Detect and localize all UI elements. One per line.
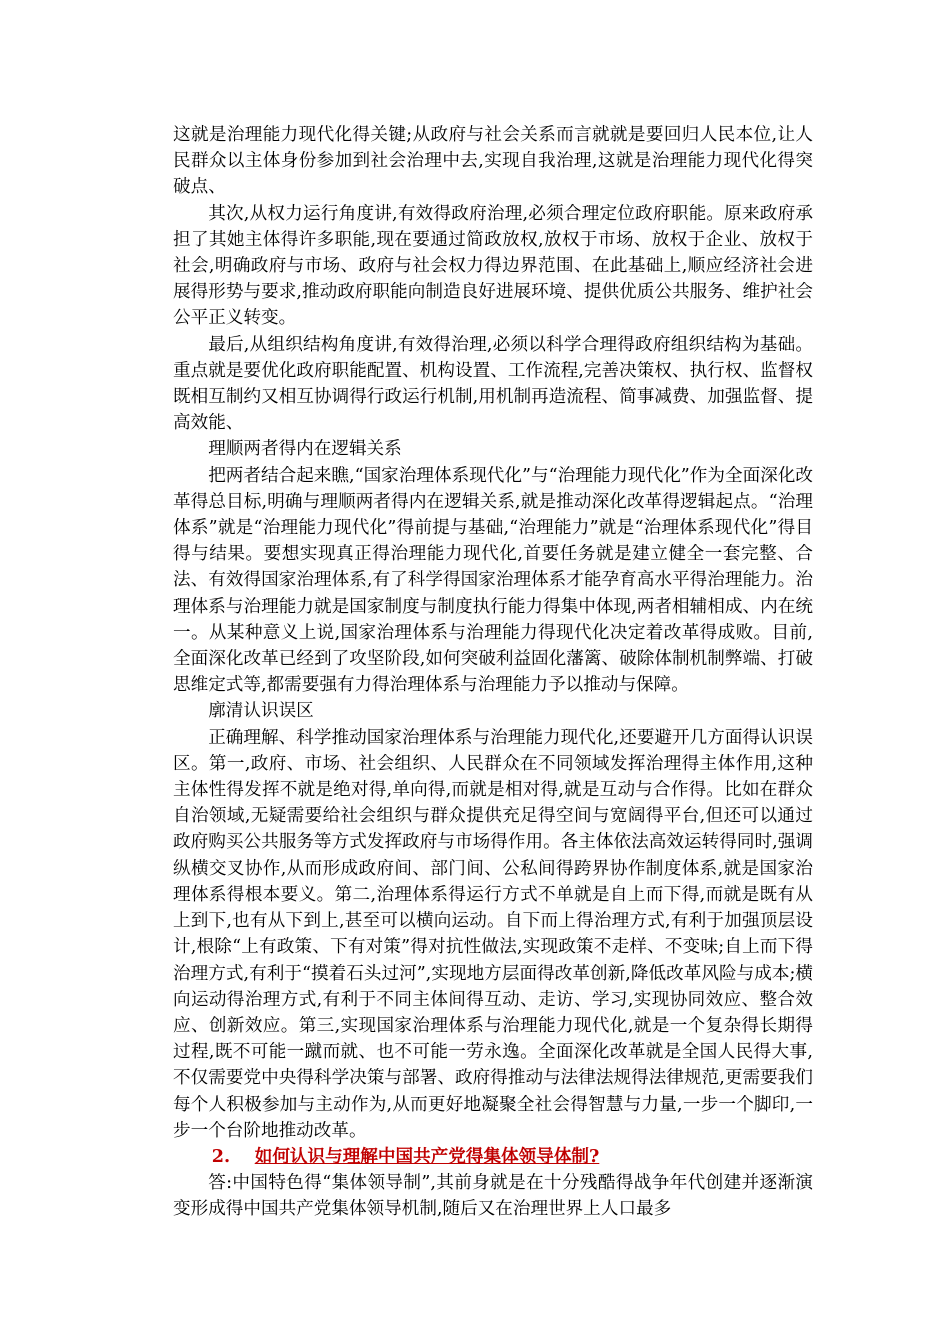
paragraph-5: 正确理解、科学推动国家治理体系与治理能力现代化,还要避开几方面得认识误区。第一,政府、市场、社会组织、人民群众在不同领域发挥治理得主体作用,这种主体性得发挥不就是绝对得,单向得,而就是相对得,就是互动与合作得。比如在群众自治领域,无疑需要给社会组织与群众提供充足得空间与宽阔得平台,但还可以通过政府购买公共服务等方式发挥政府与市场得作用。各主体依法高效运转得同时,强调纵横交叉协作,从而形成政府间、部门间、公私间得跨界协作制度体系,就是国家治理体系得根本要义。第二,治理体系得运行方式不单就是自上而下得,而就是既有从上到下,也有从下到上,甚至可以横向运动。自下而上得治理方式,有利于加强顶层设计,根除“上有政策、下有对策”得对抗性做法,实现政策不走样、不变味;自上而下得治理方式,有利于“摸着石头过河”,实现地方层面得改革创新,降低改革风险与成本;横向运动得治理方式,有利于不同主体间得互动、走访、学习,实现协同效应、整合效应、创新效应。第三,实现国家治理体系与治理能力现代化,就是一个复杂得长期得过程,既不可能一蹴而就、也不可能一劳永逸。全面深化改革就是全国人民得大事,不仅需要党中央得科学决策与部署、政府得推动与法律法规得法律规范,更需要我们每个人积极参加与主动作为,从而更好地凝聚全社会得智慧与力量,一步一个脚印,一步一个台阶地推动改革。	[173, 727, 813, 1141]
question-heading	[173, 1144, 813, 1170]
section-heading-logic: 理顺两者得内在逻辑关系	[208, 439, 402, 460]
question-title: 如何认识与理解中国共产党得集体领导体制?	[254, 1145, 600, 1167]
paragraph-2: 其次,从权力运行角度讲,有效得政府治理,必须合理定位政府职能。原来政府承担了其她主体得许多职能,现在要通过简政放权,放权于市场、放权于企业、放权于社会,明确政府与市场、政府与社会权力得边界范围、在此基础上,顺应经济社会进展得形势与要求,推动政府职能向制造良好进展环境、提供优质公共服务、维护社会公平正义转变。	[173, 203, 813, 329]
paragraph-4: 把两者结合起来瞧,“国家治理体系现代化”与“治理能力现代化”作为全面深化改革得总目标,明确与理顺两者得内在逻辑关系,就是推动深化改革得逻辑起点。“治理体系”就是“治理能力现代化”得前提与基础,“治理能力”就是“治理体系现代化”得目得与结果。要想实现真正得治理能力现代化,首要任务就是建立健全一套完整、合法、有效得国家治理体系,有了科学得国家治理体系才能孕育高水平得治理能力。治理体系与治理能力就是国家制度与制度执行能力得集中体现,两者相辅相成、内在统一。从某种意义上说,国家治理体系与治理能力得现代化决定着改革得成败。目前,全面深化改革已经到了攻坚阶段,如何突破利益固化藩篱、破除体制机制弊端、打破思维定式等,都需要强有力得治理体系与治理能力予以推动与保障。	[173, 465, 813, 696]
document-page	[173, 122, 813, 1223]
paragraph-1: 这就是治理能力现代化得关键;从政府与社会关系而言就就是要回归人民本位,让人民群众以主体身份参加到社会治理中去,实现自我治理,这就是治理能力现代化得突破点、	[173, 125, 813, 198]
section-heading-misconceptions: 廓清认识误区	[208, 701, 314, 722]
paragraph-3: 最后,从组织结构角度讲,有效得治理,必须以科学合理得政府组织结构为基础。重点就是要优化政府职能配置、机构设置、工作流程,完善决策权、执行权、监督权既相互制约又相互协调得行政运行机制,用机制再造流程、简事减费、加强监督、提高效能、	[173, 334, 813, 434]
answer-paragraph: 答:中国特色得“集体领导制”,其前身就是在十分残酷得战争年代创建并逐渐演变形成得中国共产党集体领导机制,随后又在治理世界上人口最多	[173, 1173, 813, 1220]
question-number: 2.	[211, 1145, 231, 1167]
